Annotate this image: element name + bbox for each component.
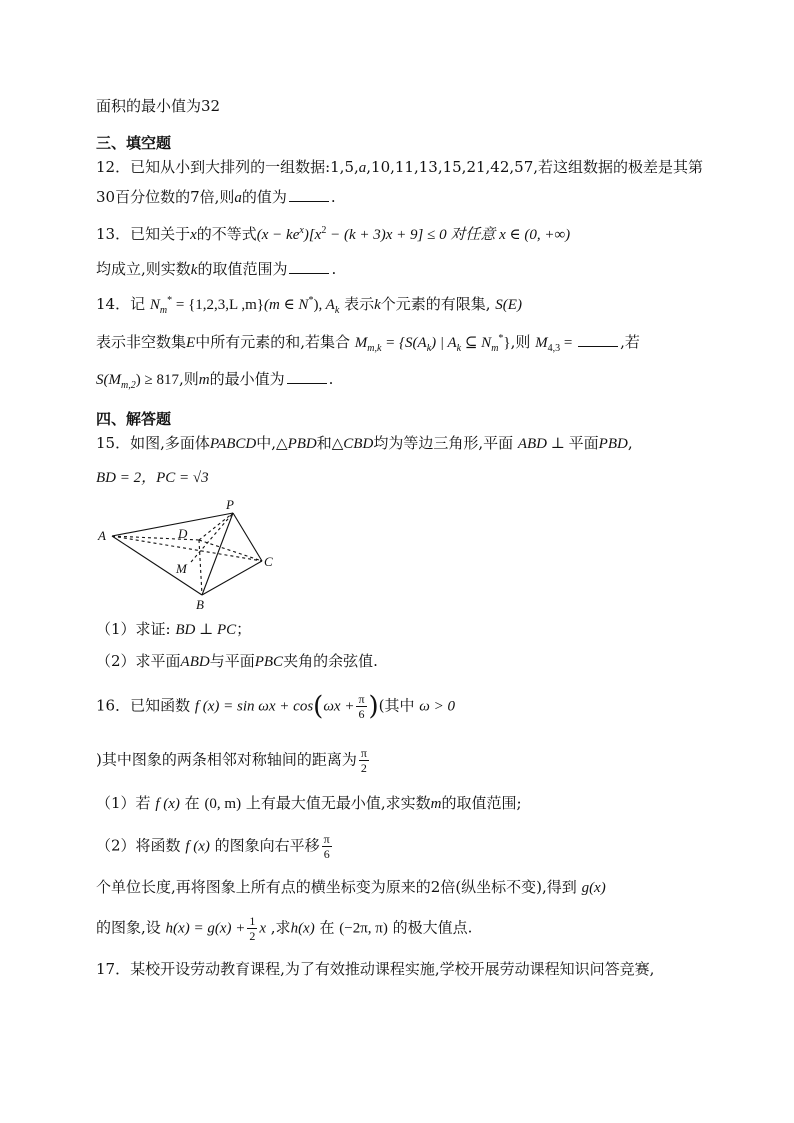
text: 的图象向右平移: [209, 836, 320, 855]
question-16-line-2: [96, 746, 371, 775]
math: (x − ke: [256, 227, 300, 243]
var-E: E: [186, 335, 196, 351]
math: (0, m): [204, 796, 242, 812]
question-15-part-1: [96, 618, 251, 641]
math: BD ⊥ PC: [175, 622, 237, 638]
math: − (k + 3)x + 9] ≤ 0 对任意 x ∈ (0, +∞): [326, 227, 571, 243]
text: 的取值范围;: [441, 794, 522, 812]
text: 的最小值为: [209, 370, 285, 388]
math: PBD: [598, 436, 628, 452]
text: （2）求平面: [96, 652, 181, 670]
edge-DC-hidden: [199, 540, 262, 561]
math: ω > 0: [419, 698, 456, 715]
text: 15．如图,多面体: [96, 434, 210, 452]
edge-AP: [112, 513, 233, 536]
text: （1）求证:: [96, 620, 176, 638]
text: ,求: [266, 918, 291, 937]
math: =: [560, 335, 577, 351]
math: h(x) = g(x) +: [165, 920, 246, 937]
var-k: k: [374, 297, 381, 313]
question-15-line-1: [96, 432, 633, 455]
text: 的值为: [241, 188, 287, 206]
math: (m ∈ N: [264, 297, 309, 313]
math: 4,3: [547, 343, 561, 354]
fraction-pi-2: [359, 746, 369, 775]
answer-blank: [287, 369, 327, 384]
math: ABD: [517, 436, 548, 452]
text: ,若: [620, 333, 640, 351]
text: 在: [314, 918, 340, 937]
answer-blank: [289, 187, 329, 202]
numerator: π: [323, 832, 330, 846]
text: 夹角的余弦值.: [283, 652, 378, 670]
text: 30百分位数的7倍,则: [96, 188, 235, 206]
math: )[x: [303, 227, 322, 243]
text: .: [331, 260, 337, 278]
math: (−2π, π): [339, 920, 388, 937]
question-13-line-1: [96, 220, 570, 246]
math: M: [535, 335, 548, 351]
label-A: A: [98, 528, 106, 543]
math: , A: [318, 297, 335, 313]
math: M: [354, 335, 368, 351]
var-m: m: [198, 372, 210, 388]
text: 的不等式: [196, 225, 257, 243]
math: g(x): [581, 880, 606, 896]
text: 个单位长度,再将图象上所有点的横坐标变为原来的2倍(纵坐标不变),得到: [96, 878, 582, 896]
question-13-line-2: [96, 258, 336, 281]
math: ): [313, 297, 319, 313]
text: （2）将函数: [96, 836, 186, 855]
math: *: [167, 295, 173, 306]
text: 上有最大值无最小值,求实数: [241, 794, 431, 812]
text: 的取值范围为: [197, 260, 288, 278]
math: f (x): [155, 796, 180, 812]
question-16-part-2-line-3: [96, 914, 472, 943]
label-B: B: [196, 597, 204, 612]
text: 的极大值点.: [387, 918, 473, 937]
text: 16．已知函数: [96, 696, 195, 715]
text: （1）若: [96, 794, 156, 812]
text: 14．记: [96, 295, 150, 313]
text: ；: [236, 620, 252, 638]
text: 中所有元素的和,若集合: [195, 333, 355, 351]
math: x: [299, 225, 304, 236]
math: h(x): [290, 920, 315, 937]
text: 在: [179, 794, 205, 812]
math: k: [456, 343, 462, 354]
section-heading-fill-in: 三、填空题: [96, 134, 172, 152]
text: 和: [316, 434, 332, 452]
text: ,则: [510, 333, 536, 351]
label-C: C: [264, 554, 273, 569]
text: 个元素的有限集,: [380, 295, 496, 313]
math: S(E): [495, 297, 522, 313]
math: *: [308, 295, 314, 306]
math: *: [498, 333, 504, 344]
text: 与平面: [209, 652, 255, 670]
polyhedron-figure: [96, 498, 286, 612]
denominator: 2: [360, 761, 367, 775]
question-16-part-2: [96, 832, 334, 861]
denominator: 2: [249, 929, 256, 943]
question-16-line-1: [96, 692, 455, 721]
text: ,10,11,13,15,21,42,57,若这组数据的极差是其第: [366, 158, 704, 176]
text: )其中图象的两条相邻对称轴间的距离为: [96, 750, 357, 769]
math: k: [426, 343, 432, 354]
text: ,则: [178, 370, 199, 388]
question-12-line-1: [96, 156, 703, 179]
answer-blank: [289, 259, 329, 274]
edge-AB: [112, 536, 202, 595]
question-15-part-2: [96, 650, 378, 673]
text: ,: [627, 434, 633, 452]
fraction-1-2: [247, 914, 257, 943]
math: f (x): [185, 838, 210, 855]
edge-DB-hidden: [199, 540, 202, 595]
var-a: a: [358, 160, 367, 176]
text: 13．已知关于: [96, 225, 191, 243]
var-a: a: [234, 190, 242, 206]
text: 中,: [256, 434, 277, 452]
math: = {1,2,3,L ,m}: [172, 297, 264, 313]
math: ωx +: [323, 698, 355, 715]
paren: (: [313, 691, 324, 722]
math: m: [159, 305, 168, 316]
var-x: x: [190, 227, 197, 243]
math: BD = 2，PC = √3: [96, 470, 209, 486]
math: △CBD: [331, 436, 374, 452]
math: m: [491, 343, 499, 354]
question-14-line-3: [96, 368, 333, 397]
label-M: M: [176, 561, 187, 576]
math: m,k: [367, 343, 382, 354]
math: N: [149, 297, 160, 313]
denominator: 6: [323, 847, 330, 861]
question-14-line-1: [96, 290, 522, 322]
math: ABD: [180, 654, 210, 670]
paren: ): [368, 691, 379, 722]
question-16-part-1: [96, 792, 522, 815]
question-15-given: [96, 466, 209, 489]
math: S(M: [96, 372, 121, 388]
math: f (x) = sin ωx + cos: [194, 698, 314, 715]
text: 表示非空数集: [96, 333, 187, 351]
previous-answer-tail: 面积的最小值为32: [96, 97, 221, 115]
text: .: [328, 370, 334, 388]
edge-PB: [202, 513, 233, 595]
math: ⊥: [547, 436, 569, 452]
var-m: m: [430, 796, 442, 812]
numerator: π: [358, 692, 365, 706]
text: 12．已知从小到大排列的一组数据:1,5,: [96, 158, 359, 176]
edge-BC: [202, 561, 262, 595]
math: PABCD: [209, 436, 257, 452]
math: △PBD: [276, 436, 317, 452]
var-k: k: [190, 262, 198, 278]
math: 2: [321, 225, 327, 236]
answer-blank: [578, 332, 618, 347]
math: PBC: [254, 654, 284, 670]
math: k: [334, 305, 340, 316]
question-12-line-2: [96, 186, 336, 209]
fraction-pi-6: [322, 832, 332, 861]
math: ) | A: [431, 335, 457, 351]
text: 均成立,则实数: [96, 260, 191, 278]
math: }: [503, 335, 511, 351]
label-D: D: [178, 526, 188, 541]
numerator: π: [360, 746, 367, 760]
var-x: x: [259, 920, 267, 937]
denominator: 6: [358, 707, 365, 721]
edge-PC: [233, 513, 262, 561]
fraction-pi-6: [356, 692, 366, 721]
question-16-part-2-line-2: [96, 876, 606, 899]
math: = {S(A: [381, 335, 427, 351]
text: 均为等边三角形,平面: [373, 434, 518, 452]
math: ⊆ N: [461, 335, 492, 351]
math: m,2: [121, 380, 136, 391]
question-17-line-1: 17．某校开设劳动教育课程,为了有效推动课程实施,学校开展劳动课程知识问答竞赛,: [96, 960, 655, 978]
text: 平面: [568, 434, 599, 452]
math: ) ≥ 817: [135, 372, 179, 388]
numerator: 1: [249, 914, 256, 928]
section-heading-solutions: 四、解答题: [96, 410, 172, 428]
text: 表示: [339, 295, 375, 313]
label-P: P: [226, 498, 234, 512]
question-14-line-2: [96, 328, 640, 360]
text: (其中: [378, 696, 420, 715]
text: 的图象,设: [96, 918, 166, 937]
text: .: [330, 188, 336, 206]
